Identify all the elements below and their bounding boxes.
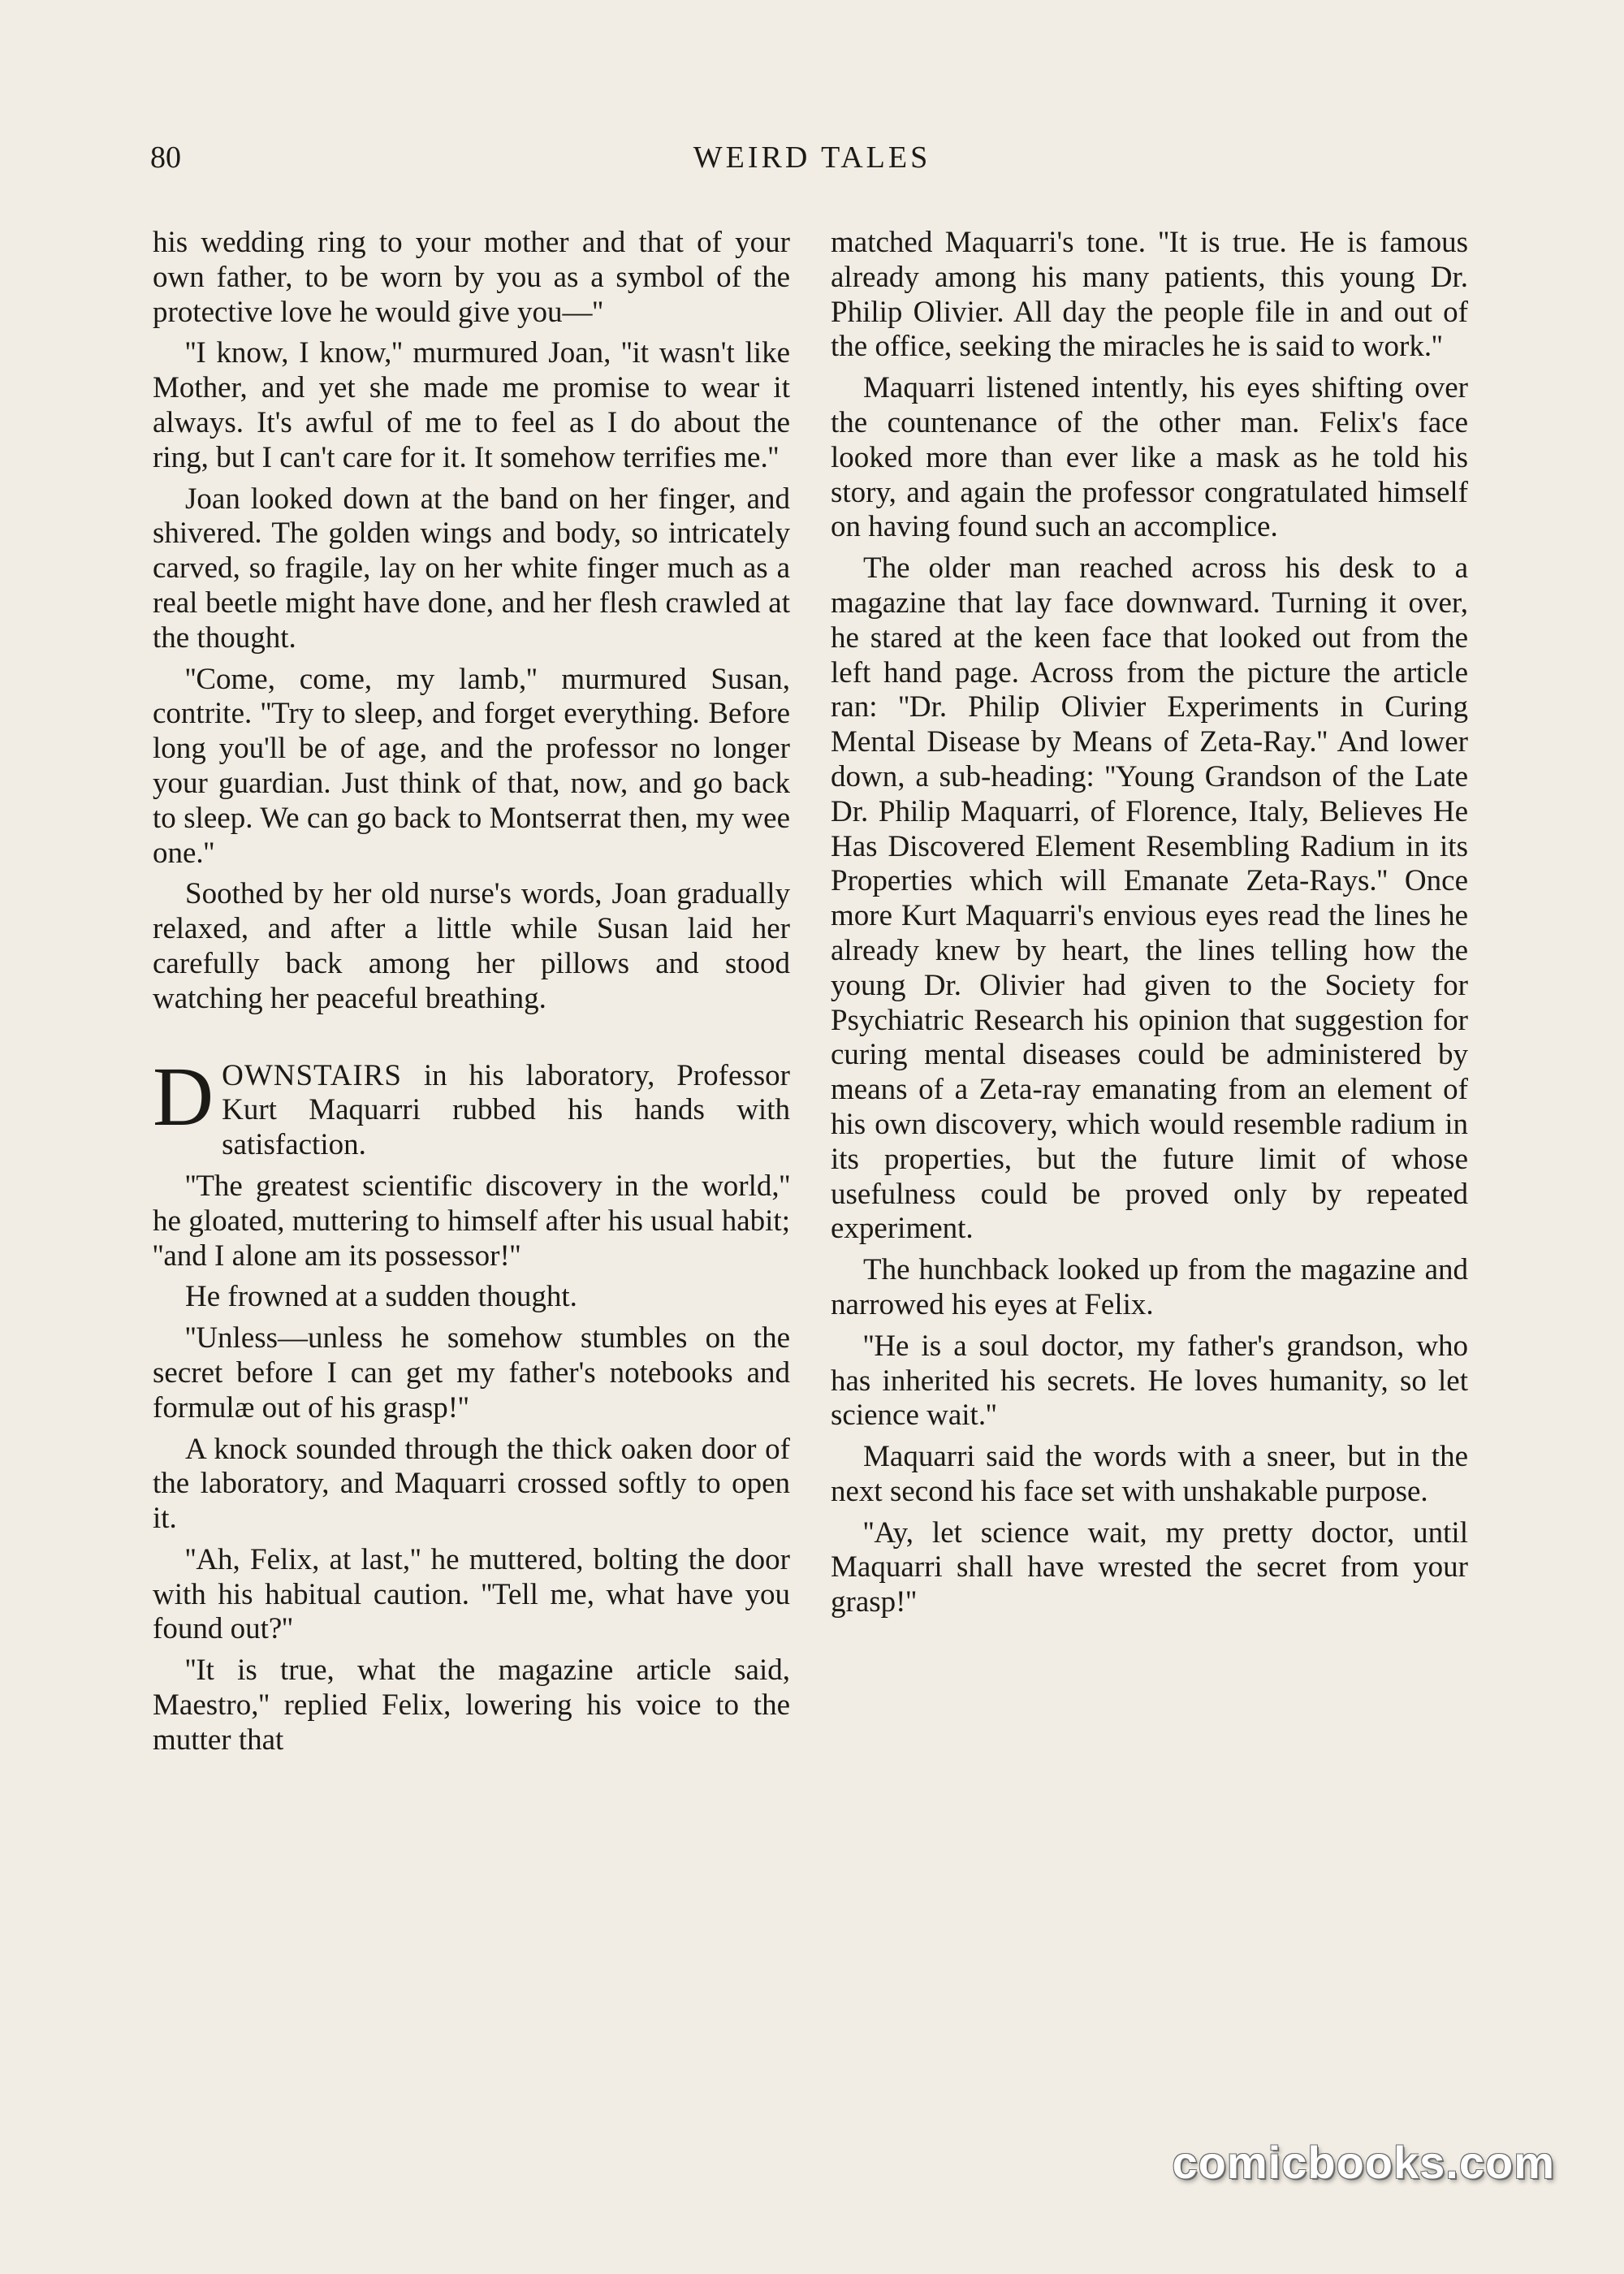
paragraph: Joan looked down at the band on her finger, and shivered. The golden wings and body, so intricately carved, so fragile, lay on her white finger much as a real beetle might have done, and her flesh crawled at the thought.	[153, 482, 790, 655]
paragraph-text: in his laboratory, Professor Kurt Maquarri rubbed his hands with satisfaction.	[222, 1058, 790, 1162]
paragraph: his wedding ring to your mother and that of your own father, to be worn by you as a symbol of the protective love he would give you—''	[153, 226, 790, 329]
paragraph: Maquarri said the words with a sneer, but in the next second his face set with unshakable purpose.	[831, 1440, 1468, 1508]
watermark-logo: comicbooks.com	[1172, 2137, 1555, 2188]
paragraph: Maquarri listened intently, his eyes shifting over the countenance of the other man. Felix's face looked more than ever like a mask as he told his story, and again the professor congratulated himself on having found such an accomplice.	[831, 371, 1468, 544]
paragraph: ''The greatest scientific discovery in the world,'' he gloated, muttering to himself after his usual habit; ''and I alone am its possessor!''	[153, 1169, 790, 1273]
section-opening-paragraph	[153, 1049, 790, 1163]
paragraph: ''It is true, what the magazine article said, Maestro,'' replied Felix, lowering his voice to the mutter that	[153, 1654, 790, 1757]
paragraph: ''He is a soul doctor, my father's grandson, who has inherited his secrets. He loves humanity, so let science wait.''	[831, 1329, 1468, 1433]
small-caps-lead: OWNSTAIRS	[222, 1058, 402, 1092]
paragraph: A knock sounded through the thick oaken door of the laboratory, and Maquarri crossed softly to open it.	[153, 1432, 790, 1536]
paragraph: matched Maquarri's tone. ''It is true. He is famous already among his many patients, this young Dr. Philip Olivier. All day the people file in and out of the office, seeking the miracles he is said to work.''	[831, 226, 1468, 364]
page-header	[150, 140, 1474, 188]
paragraph: ''Come, come, my lamb,'' murmured Susan, contrite. ''Try to sleep, and forget everything. Before long you'll be of age, and the professor no longer your guardian. Just think of that, now, and go back to sleep. We can go back to Montserrat then, my wee one.''	[153, 662, 790, 870]
page-number: 80	[150, 141, 181, 175]
paragraph: Soothed by her old nurse's words, Joan gradually relaxed, and after a little while Susan laid her carefully back among her pillows and stood watching her peaceful breathing.	[153, 877, 790, 1015]
paragraph: The older man reached across his desk to a magazine that lay face downward. Turning it over, he stared at the keen face that looked out from the left hand page. Across from the picture the article ran: ''Dr. Philip Olivier Experiments in Curing Mental Disease by Means of Zeta-Ray.'' And lower down, a sub-heading: ''Young Grandson of the Late Dr. Philip Maquarri, of Florence, Italy, Believes He Has Discovered Element Resembling Radium in its Properties which will Emanate Zeta-Rays.'' Once more Kurt Maquarri's envious eyes read the lines he already knew by heart, the lines telling how the young Dr. Olivier had given to the Society for Psychiatric Research his opinion that suggestion for curing mental diseases could be administered by means of a Zeta-ray emanating from an element of his own discovery, which would resemble radium in its properties, but the future limit of whose usefulness could be proved only by repeated experiment.	[831, 551, 1468, 1246]
right-column	[831, 226, 1468, 2086]
left-column	[153, 226, 790, 2086]
running-head: WEIRD TALES	[693, 141, 931, 175]
paragraph: The hunchback looked up from the magazine and narrowed his eyes at Felix.	[831, 1253, 1468, 1321]
paragraph: ''Ah, Felix, at last,'' he muttered, bolting the door with his habitual caution. ''Tell me, what have you found out?''	[153, 1542, 790, 1646]
paragraph: ''Ay, let science wait, my pretty doctor, until Maquarri shall have wrested the secret from your grasp!''	[831, 1515, 1468, 1619]
paragraph: ''I know, I know,'' murmured Joan, ''it wasn't like Mother, and yet she made me promise to wear it always. It's awful of me to feel as I do about the ring, but I can't care for it. It somehow terrifies me.''	[153, 336, 790, 474]
paragraph: He frowned at a sudden thought.	[185, 1280, 577, 1314]
paragraph: ''Unless—unless he somehow stumbles on the secret before I can get my father's notebooks and formulæ out of his grasp!''	[153, 1321, 790, 1424]
drop-cap: D	[153, 1049, 214, 1143]
